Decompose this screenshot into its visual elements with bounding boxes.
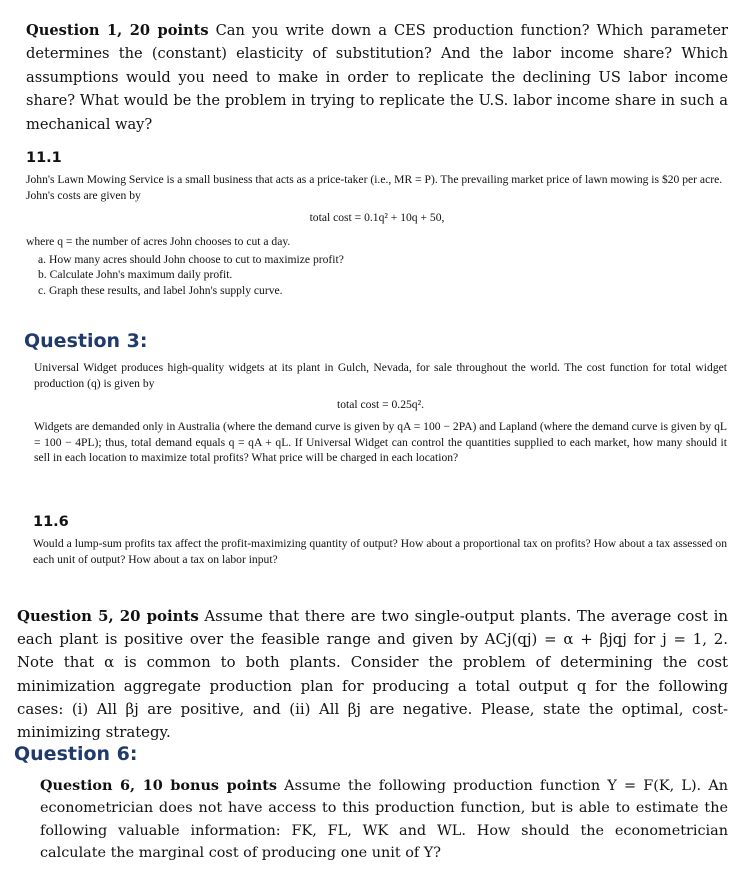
question-6-subheading: Question 6, 10 bonus points [40,777,277,794]
section-11-1-parts [38,252,728,299]
section-11-1-equation: total cost = 0.1q² + 10q + 50, [309,211,445,225]
section-11-6-heading: 11.6 [33,514,69,530]
section-11-6 [33,514,727,567]
question-6 [14,743,728,865]
question-3 [24,330,727,466]
question-6-paragraph [40,775,728,865]
question-5-text: Assume that there are two single-output plants. The average cost in each plant is positive over the feasible range and given by ACj(qj) = α + βjqj for j = 1, 2. Note that α is common to both plants. Consider the problem of determining the cost minimization aggregate production plan for producing a total output q for the following cases: (i) All βj are positive, and (ii) All βj are negative. Please, state the optimal, cost-minimizing strategy. [17,607,729,742]
question-1-text: Can you write down a CES production function? Which parameter determines the (constant) elasticity of substitution? And the labor income share? Which assumptions would you need to make in order to replicate the declining US labor income share? What would be the problem in trying to replicate the U.S. labor income share in such a mechanical way? [26,22,728,133]
question-3-body [34,360,727,466]
question-3-equation: total cost = 0.25q². [337,398,424,412]
question-3-heading: Question 3: [24,330,148,352]
section-11-6-text: Would a lump-sum profits tax affect the profit-maximizing quantity of output? How about a proportional tax on profits? How about a tax assessed on each unit of output? How about a tax on labor input? [33,537,727,566]
question-6-body [40,775,728,865]
question-1-paragraph [26,19,728,136]
question-3-text: Widgets are demanded only in Australia (where the demand curve is given by qA = 100 − 2PA) and Lapland (where the demand curve is given by qL = 100 − 4PL); thus, total demand equals q = qA + qL. If Universal Widget can control the quantities supplied to each market, how many should it sell in each location to maximize total profits? What price will be charged in each location? [34,420,727,465]
question-1 [26,19,728,136]
question-1-heading: Question 1, 20 points [26,22,209,39]
question-5 [17,605,728,744]
question-3-intro: Universal Widget produces high-quality widgets at its plant in Gulch, Nevada, for sale throughout the world. The cost function for total widget production (q) is given by [34,361,727,390]
question-5-paragraph [17,605,728,744]
section-11-1-heading: 11.1 [26,150,62,166]
part-a: a. How many acres should John choose to cut to maximize profit? [38,252,344,266]
section-11-1-where: where q = the number of acres John chooses to cut a day. [26,235,291,249]
part-c: c. Graph these results, and label John's supply curve. [38,283,283,297]
question-5-heading: Question 5, 20 points [17,607,199,625]
section-11-1-intro: John's Lawn Mowing Service is a small business that acts as a price-taker (i.e., MR = P). The prevailing market price of lawn mowing is $20 per acre. John's costs are given by [26,173,723,202]
question-6-heading: Question 6: [14,743,138,765]
section-11-1 [26,150,728,299]
question-6-text: Assume the following production function Y = F(K, L). An econometrician does not have access to this production function, but is able to estimate the following valuable information: FK, FL, WK and WL. How should the econometrician calculate the marginal cost of producing one unit of Y? [40,778,728,862]
part-b: b. Calculate John's maximum daily profit. [38,268,233,282]
